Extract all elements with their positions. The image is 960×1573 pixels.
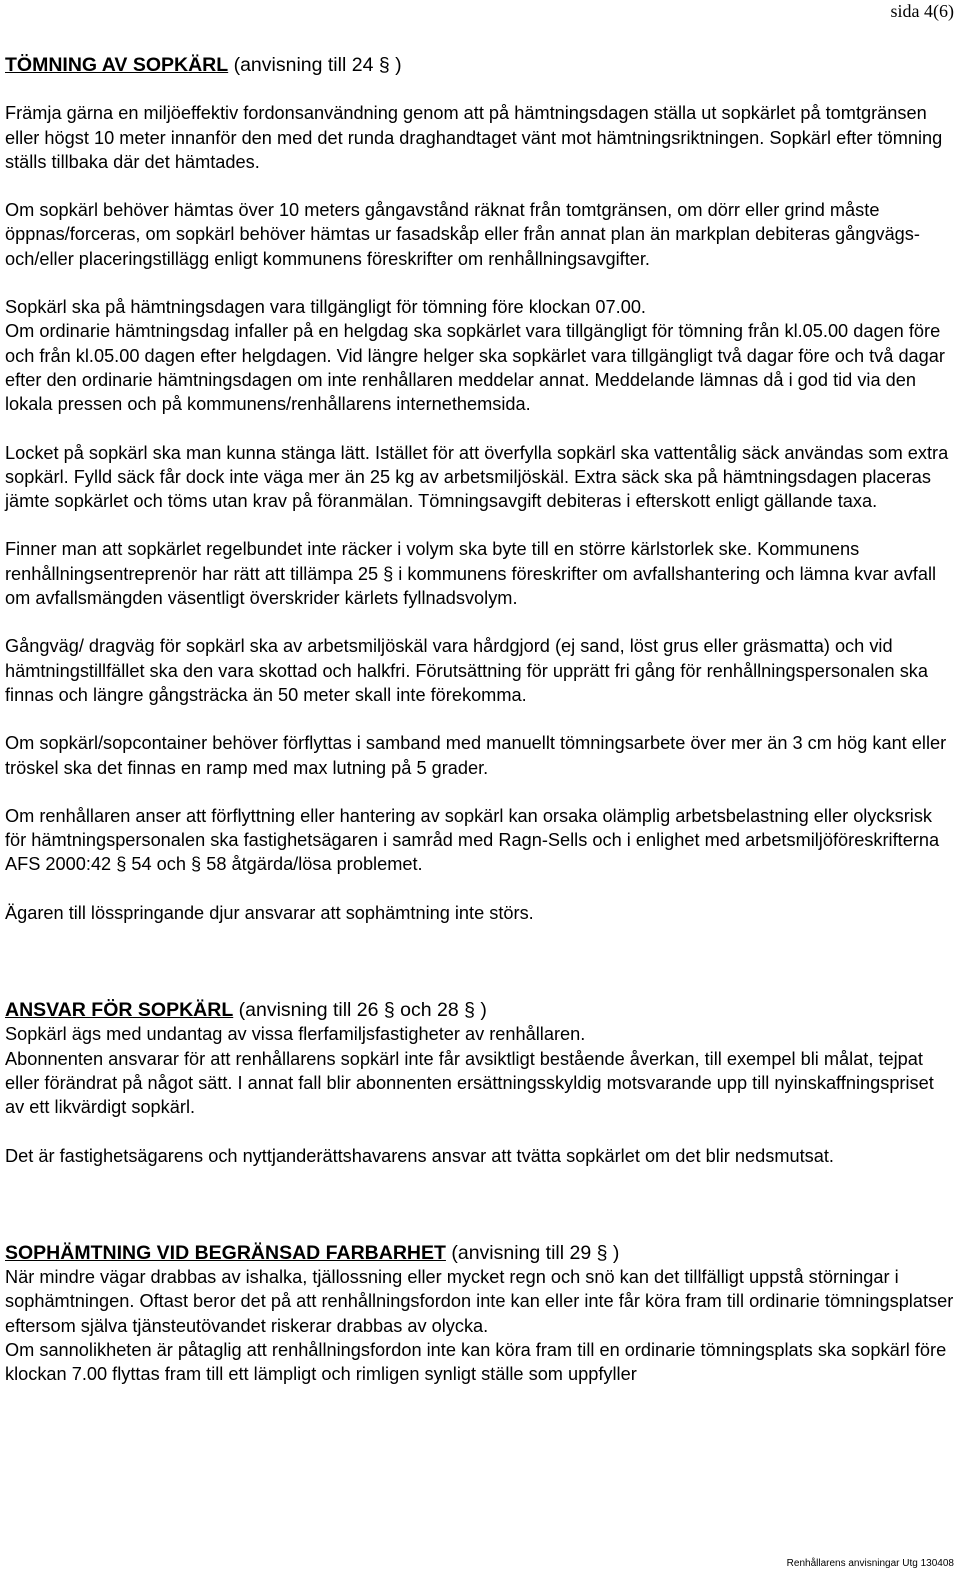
page-number: sida 4(6) — [890, 1, 954, 21]
paragraph: Sopkärl ska på hämtningsdagen vara tillgängligt för tömning före klockan 07.00. — [5, 297, 646, 318]
section-note: (anvisning till 26 § och 28 § ) — [238, 999, 487, 1022]
paragraph: Ägaren till lösspringande djur ansvarar att sophämtning inte störs. — [5, 902, 534, 923]
paragraph: När mindre vägar drabbas av ishalka, tjällossning eller mycket regn och snö kan det tillfälligt uppstå störningar i sophämtningen. Oftast beror det på att renhållningsfordon inte kan eller inte får köra fram till ordinarie tömningsplatser eftersom själva tjänsteutövandet riskerar drabbas av olycka. — [5, 1267, 954, 1336]
section-heading: TÖMNING AV SOPKÄRL — [5, 54, 229, 76]
section-note: (anvisning till 24 § ) — [233, 54, 402, 76]
paragraph: Om renhållaren anser att förflyttning eller hantering av sopkärl kan orsaka olämplig arbetsbelastning eller olycksrisk för hämtningspersonalen ska fastighetsägaren i samråd med Ragn-Sells och i enlighet med arbetsmiljöföreskrifterna AFS 2000:42 § 54 och § 58 åtgärda/lösa problemet. — [5, 805, 940, 875]
paragraph: Om sannolikheten är påtaglig att renhållningsfordon inte kan köra fram till en ordinarie tömningsplats ska sopkärl före klockan 7.00 flyttas fram till ett lämpligt och rimligen synligt ställe som uppfyller — [5, 1339, 947, 1385]
paragraph: Främja gärna en miljöeffektiv fordonsanvändning genom att på hämtningsdagen ställa ut sopkärlet på tomtgränsen eller högst 10 meter innanför den med det runda draghandtaget vänt mot hämtningsriktningen. Sopkärl efter tömning ställs tillbaka där det hämtades. — [5, 103, 943, 172]
section-title-sophamtning — [5, 1241, 957, 1265]
section-title-ansvar — [5, 998, 957, 1022]
section-heading: ANSVAR FÖR SOPKÄRL — [5, 999, 234, 1022]
paragraph: Finner man att sopkärlet regelbundet inte räcker i volym ska byte till en större kärlstorlek ske. Kommunens renhållningsentreprenör har rätt att tillämpa 25 § i kommunens föreskrifter om avfallshantering och lämna kvar avfall om avfallsmängden väsentligt överskrider kärlets fyllnadsvolym. — [5, 539, 937, 609]
paragraph: Om ordinarie hämtningsdag infaller på en helgdag ska sopkärlet vara tillgängligt för tömning från kl.05.00 dagen före och från kl.05.00 dagen efter helgdagen. Vid längre helger ska sopkärlet vara tillgängligt två dagar före och två dagar efter den ordinarie hämtningsdagen om inte renhållaren meddelar annat. Meddelande lämnas då i god tid via den lokala pressen och på kommunens/renhållarens internethemsida. — [5, 321, 945, 415]
paragraph: Om sopkärl/sopcontainer behöver förflyttas i samband med manuellt tömningsarbete över mer än 3 cm hög kant eller tröskel ska det finnas en ramp med max lutning på 5 grader. — [5, 733, 947, 778]
paragraph: Om sopkärl behöver hämtas över 10 meters gångavstånd räknat från tomtgränsen, om dörr eller grind måste öppnas/forceras, om sopkärl behöver hämtas ur fasadskåp eller från annat plan än markplan debiteras gångvägs- och/eller placeringstillägg enligt kommunens föreskrifter om renhållningsavgifter. — [5, 200, 920, 269]
section-note: (anvisning till 29 § ) — [451, 1241, 620, 1264]
paragraph: Abonnenten ansvarar för att renhållarens sopkärl inte får avsiktligt bestående åverkan, till exempel bli målat, tejpat eller förändrat på något sätt. I annat fall blir abonnenten ersättningsskyldig motsvarande upp till nyinskaffningspriset av ett likvärdigt sopkärl. — [5, 1048, 934, 1118]
paragraph: Sopkärl ägs med undantag av vissa flerfamiljsfastigheter av renhållaren. — [5, 1024, 586, 1045]
section-heading: SOPHÄMTNING VID BEGRÄNSAD FARBARHET — [5, 1241, 446, 1264]
document-body — [5, 53, 957, 1387]
paragraph: Locket på sopkärl ska man kunna stänga lätt. Istället för att överfylla sopkärl ska vattentålig säck användas som extra sopkärl. Fylld säck får dock inte väga mer än 25 kg av arbetsmiljöskäl. Extra säck ska på hämtningsdagen placeras jämte sopkärlet och töms utan krav på föranmälan. Tömningsavgift debiteras i efterskott enligt gällande taxa. — [5, 442, 949, 512]
paragraph: Gångväg/ dragväg för sopkärl ska av arbetsmiljöskäl vara hårdgjord (ej sand, löst grus eller gräsmatta) och vid hämtningstillfället ska den vara skottad och halkfri. Förutsättning för upprätt fri gång för renhållningspersonalen ska finnas och längre gångsträcka än 50 meter skall inte förekomma. — [5, 636, 929, 705]
footer-text: Renhållarens anvisningar Utg 130408 — [786, 1558, 954, 1569]
paragraph: Det är fastighetsägarens och nyttjanderättshavarens ansvar att tvätta sopkärlet om det blir nedsmutsat. — [5, 1145, 834, 1166]
section-title-tomning — [5, 53, 957, 77]
